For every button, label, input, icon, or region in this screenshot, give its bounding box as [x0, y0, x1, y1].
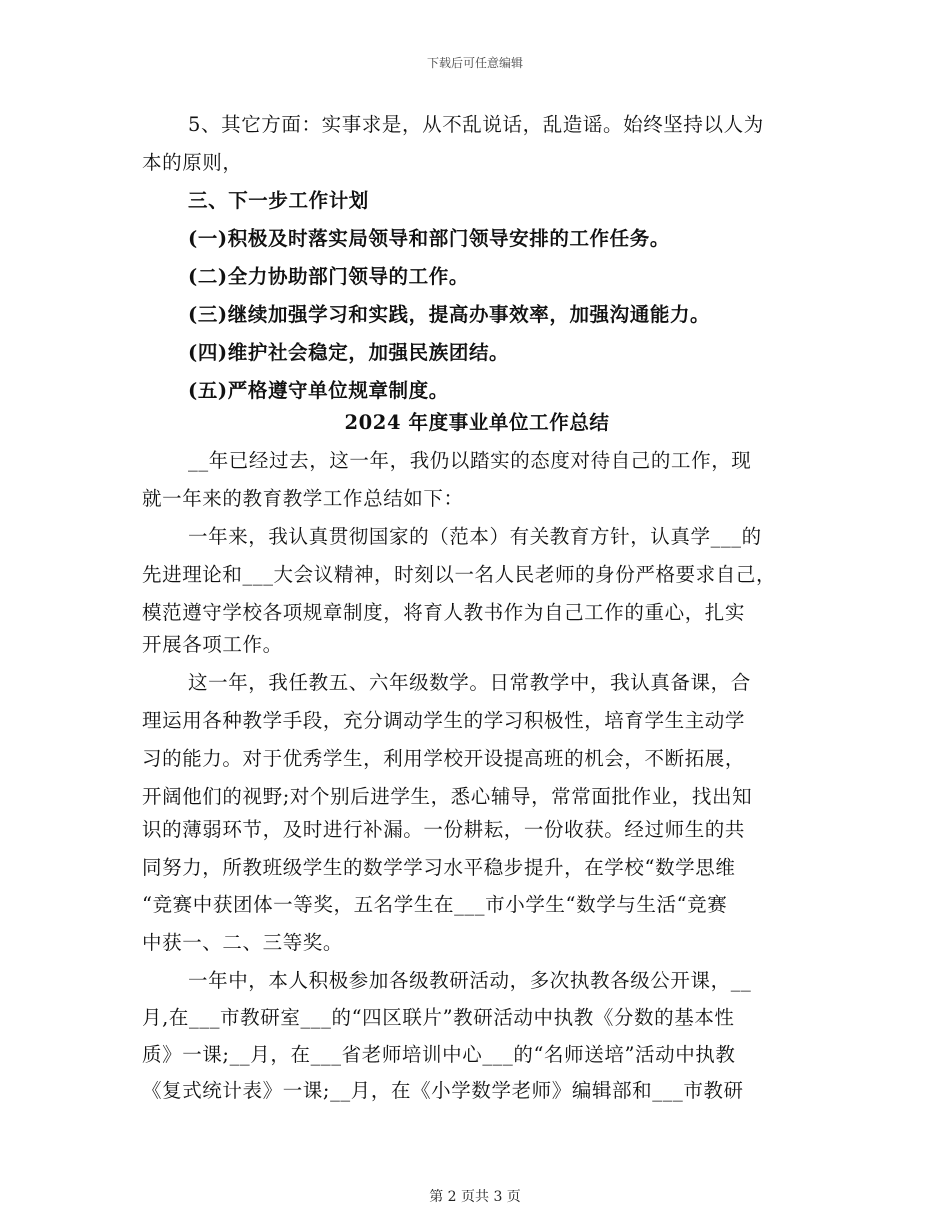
paragraph-line: 《复式统计表》一课;__月，在《小学数学老师》编辑部和___市教研 [142, 1079, 744, 1102]
paragraph-line: __年已经过去，这一年，我仍以踏实的态度对待自己的工作，现 [188, 449, 752, 472]
plan-item: (四)维护社会稳定，加强民族团结。 [188, 341, 510, 364]
paragraph-line: 同努力，所教班级学生的数学学习水平稳步提升，在学校“数学思维 [142, 856, 736, 879]
paragraph-line: 这一年，我任教五、六年级数学。日常教学中，我认真备课，合 [188, 671, 751, 694]
section-heading: 三、下一步工作计划 [188, 189, 369, 212]
plan-item: (三)继续加强学习和实践，提高办事效率，加强沟通能力。 [188, 303, 711, 326]
paragraph-line: 就一年来的教育教学工作总结如下： [142, 487, 464, 510]
paragraph-line: 质》一课;__月，在___省老师培训中心___的“名师送培”活动中执教 [142, 1043, 736, 1066]
paragraph-line: 先进理论和___大会议精神，时刻以一名人民老师的身份严格要求自己， [142, 563, 777, 586]
paragraph-line: 一年中，本人积极参加各级教研活动，多次执教各级公开课，__ [188, 969, 752, 992]
paragraph-line: 5、其它方面：实事求是，从不乱说话，乱造谣。始终坚持以人为 [188, 113, 764, 136]
page-footer-number: 第 2 页共 3 页 [429, 1189, 521, 1205]
paragraph-line: 习的能力。对于优秀学生，利用学校开设提高班的机会，不断拓展， [142, 747, 746, 770]
paragraph-line: 中获一、二、三等奖。 [142, 931, 344, 954]
paragraph-line: 开展各项工作。 [142, 633, 283, 656]
paragraph-line: 模范遵守学校各项规章制度，将育人教书作为自己工作的重心，扎实 [142, 601, 746, 624]
paragraph-line: 理运用各种教学手段，充分调动学生的学习积极性，培育学生主动学 [142, 709, 746, 732]
document-title: 2024 年度事业单位工作总结 [344, 411, 610, 434]
plan-item: (二)全力协助部门领导的工作。 [188, 265, 469, 288]
page-header-note: 下载后可任意编辑 [426, 56, 523, 70]
paragraph-line: 本的原则， [142, 151, 243, 174]
plan-item: (一)积极及时落实局领导和部门领导安排的工作任务。 [188, 227, 670, 250]
paragraph-line: 识的薄弱环节，及时进行补漏。一份耕耘，一份收获。经过师生的共 [142, 818, 746, 841]
paragraph-line: 一年来，我认真贯彻国家的（范本）有关教育方针，认真学___的 [188, 525, 762, 548]
paragraph-line: 开阔他们的视野;对个别后进学生，悉心辅导，常常面批作业，找出知 [142, 785, 753, 808]
plan-item: (五)严格遵守单位规章制度。 [188, 379, 449, 402]
paragraph-line: “竞赛中获团体一等奖，五名学生在___市小学生“数学与生活“竞赛 [142, 893, 728, 916]
paragraph-line: 月,在___市教研室___的“四区联片”教研活动中执教《分数的基本性 [142, 1006, 735, 1029]
